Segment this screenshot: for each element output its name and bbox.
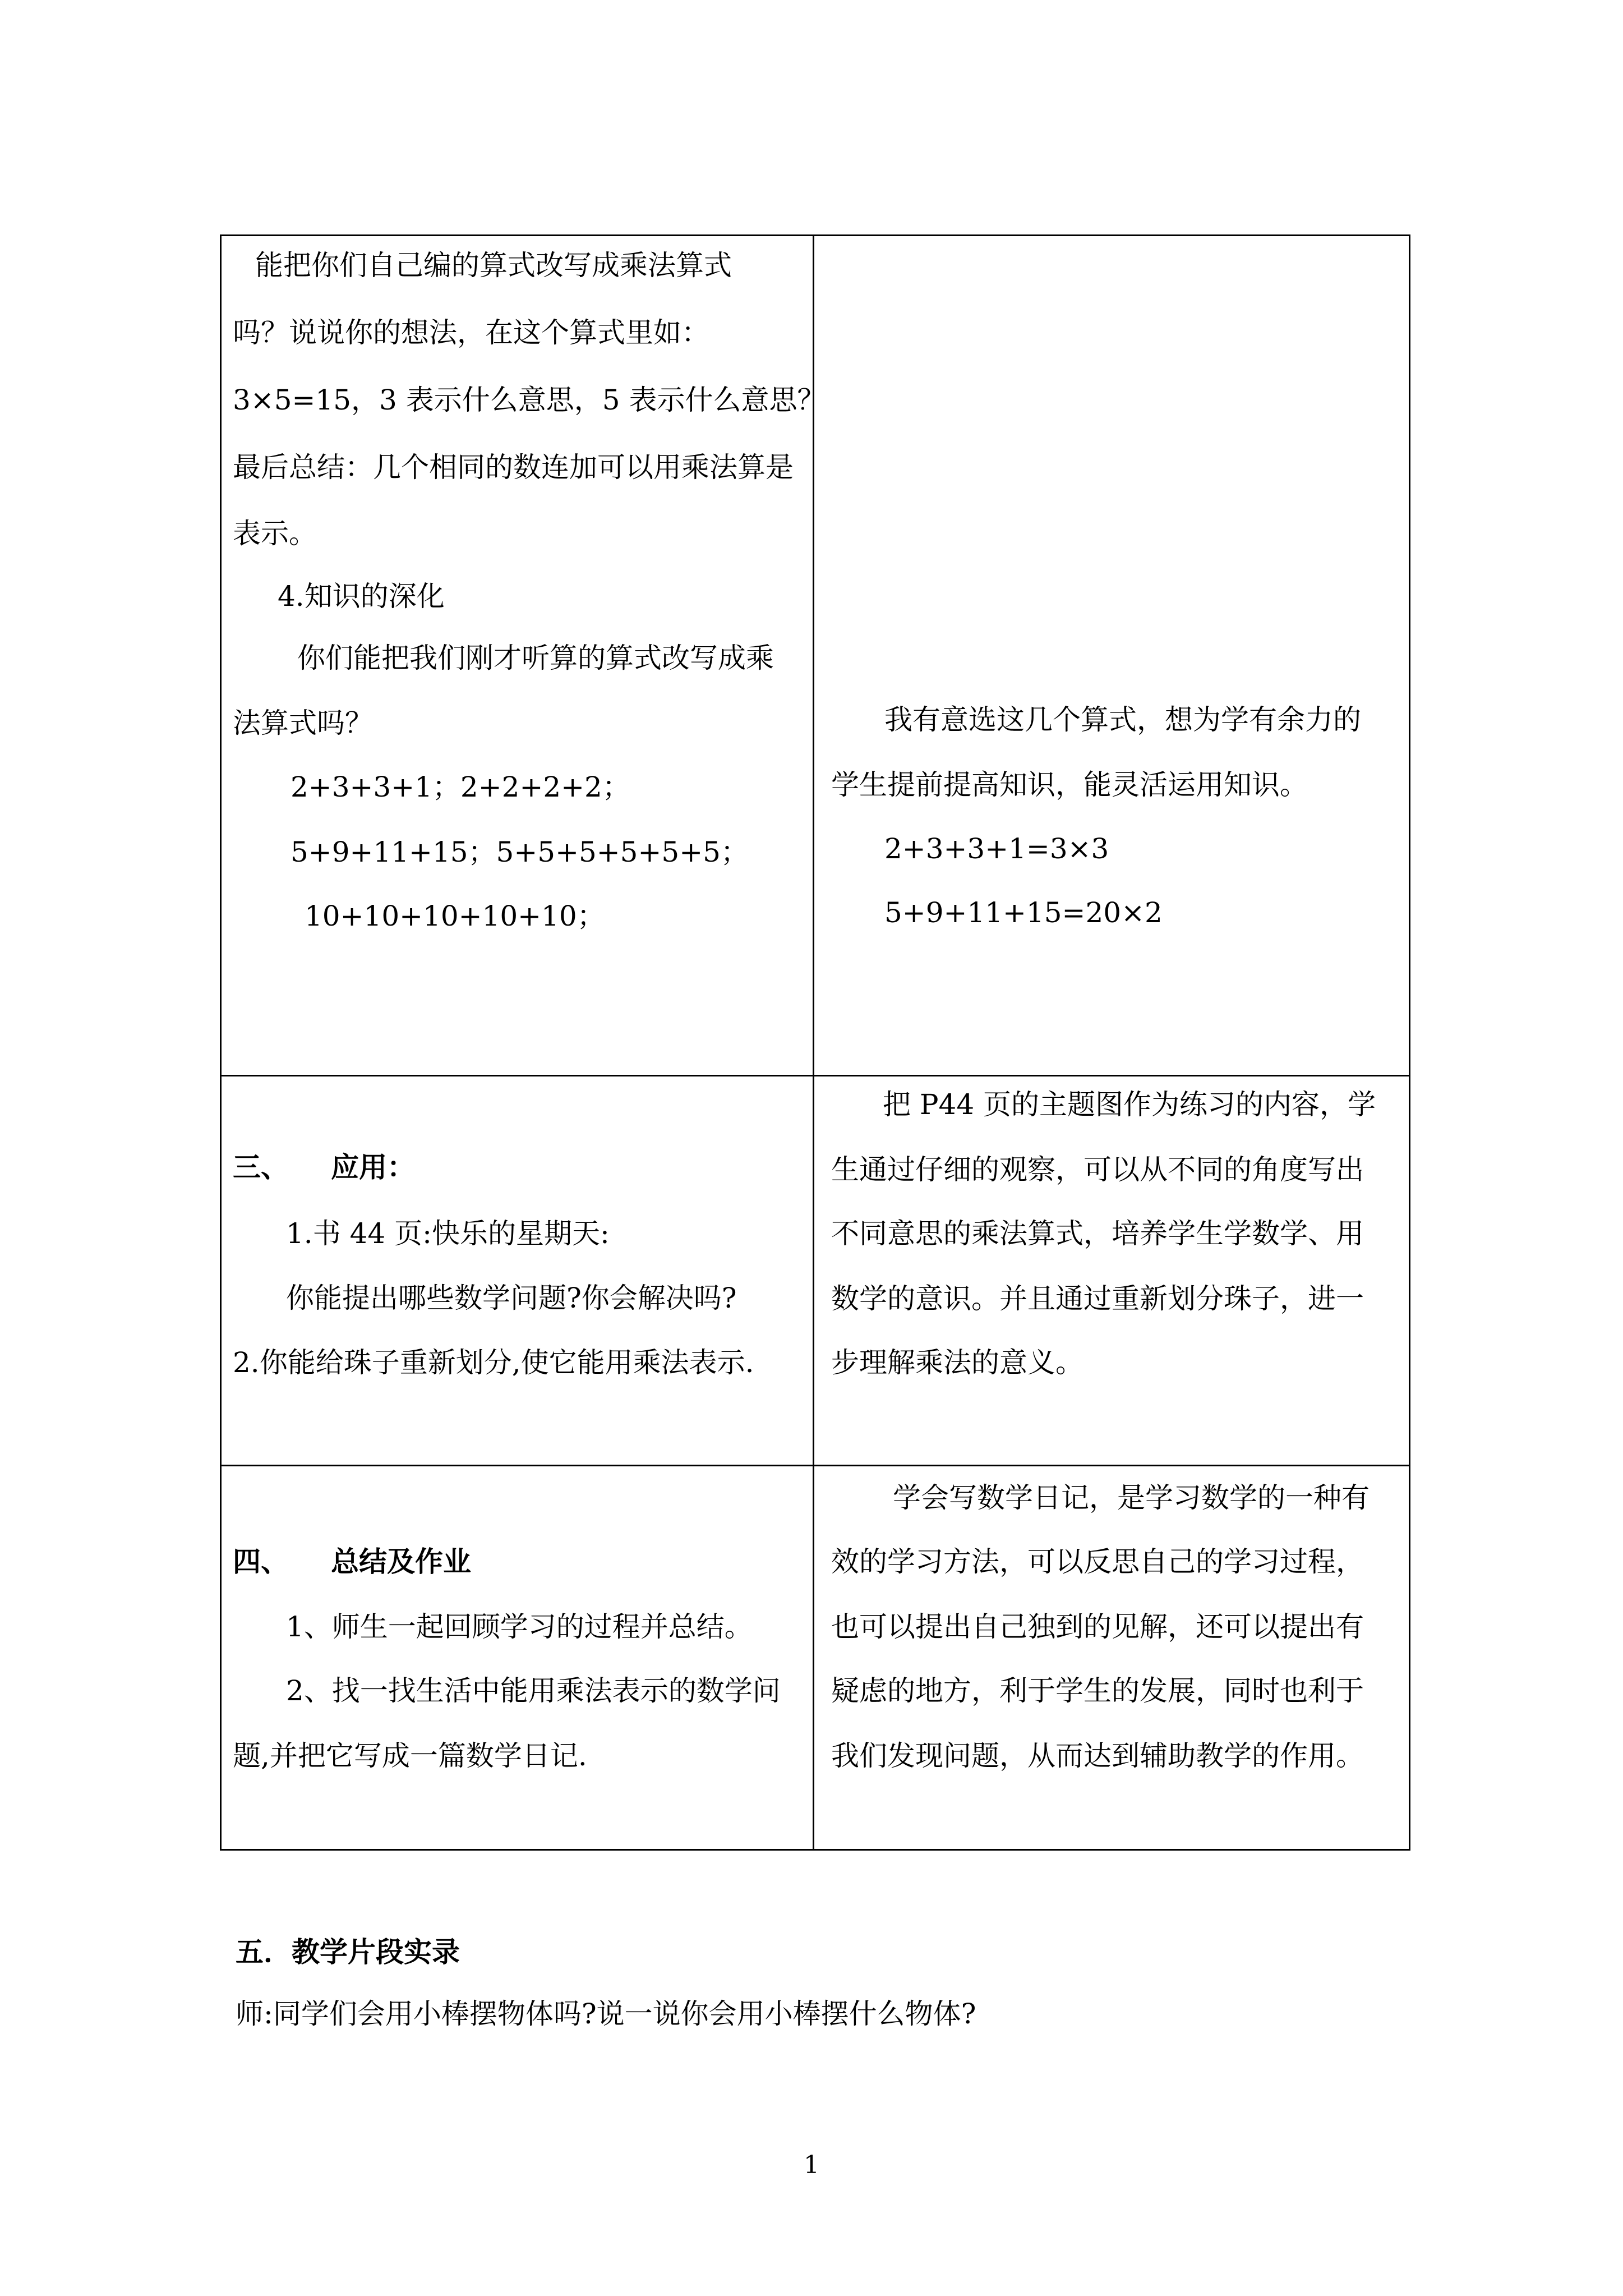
table-row xyxy=(221,1466,1410,1850)
formula-line: 2+3+3+1；2+2+2+2； xyxy=(291,771,630,803)
table-cell-notes xyxy=(814,1076,1410,1466)
text-line: 学会写数学日记，是学习数学的一种有 xyxy=(893,1481,1370,1514)
text-line: 最后总结：几个相同的数连加可以用乘法算是 xyxy=(233,451,794,484)
formula-line: 10+10+10+10+10； xyxy=(305,900,605,932)
table-row xyxy=(221,1076,1410,1466)
section-heading: 四、 总结及作业 xyxy=(233,1545,471,1578)
text-line: 题,并把它写成一篇数学日记. xyxy=(233,1740,587,1772)
text-line: 步理解乘法的意义。 xyxy=(831,1346,1083,1379)
text-line: 3×5=15，3 表示什么意思，5 表示什么意思？ xyxy=(233,384,826,416)
formula-line: 2+3+3+1=3×3 xyxy=(884,832,1109,865)
text-line: 不同意思的乘法算式，培养学生学数学、用 xyxy=(831,1217,1364,1250)
text-line: 1.书 44 页:快乐的星期天: xyxy=(286,1217,610,1250)
section-heading: 三、 应用： xyxy=(233,1151,415,1184)
text-line: 表示。 xyxy=(233,517,317,550)
table-cell-notes xyxy=(814,236,1410,1076)
table-cell-content xyxy=(221,1466,814,1850)
text-line: 法算式吗？ xyxy=(233,707,373,739)
text-line: 我们发现问题，从而达到辅助教学的作用。 xyxy=(831,1740,1364,1772)
text-line: 1、师生一起回顾学习的过程并总结。 xyxy=(286,1611,753,1643)
table-row xyxy=(221,236,1410,1076)
text-line: 能把你们自己编的算式改写成乘法算式 xyxy=(255,249,732,282)
text-line: 效的学习方法，可以反思自己的学习过程， xyxy=(831,1545,1364,1578)
text-line: 2.你能给珠子重新划分,使它能用乘法表示. xyxy=(233,1346,754,1379)
body-text-line: 师:同学们会用小棒摆物体吗?说一说你会用小棒摆什么物体? xyxy=(236,1998,976,2030)
text-line: 你们能把我们刚才听算的算式改写成乘 xyxy=(297,642,774,674)
table-cell-notes xyxy=(814,1466,1410,1850)
text-line: 4.知识的深化 xyxy=(278,580,445,613)
lesson-plan-table xyxy=(220,234,1410,1851)
text-line: 疑虑的地方，利于学生的发展，同时也利于 xyxy=(831,1674,1364,1707)
text-line: 2、找一找生活中能用乘法表示的数学问 xyxy=(286,1674,781,1707)
text-line: 数学的意识。并且通过重新划分珠子，进一 xyxy=(831,1282,1364,1315)
table-cell-content xyxy=(221,1076,814,1466)
table-cell-content xyxy=(221,236,826,1076)
text-line: 也可以提出自己独到的见解，还可以提出有 xyxy=(831,1611,1364,1643)
text-line: 学生提前提高知识，能灵活运用知识。 xyxy=(831,769,1308,801)
text-line: 生通过仔细的观察，可以从不同的角度写出 xyxy=(831,1153,1364,1186)
section-title: 五．教学片段实录 xyxy=(236,1935,460,1968)
text-line: 我有意选这几个算式，想为学有余力的 xyxy=(884,703,1361,736)
page-number: 1 xyxy=(804,2151,819,2179)
text-line: 把 P44 页的主题图作为练习的内容，学 xyxy=(883,1088,1376,1121)
text-line: 你能提出哪些数学问题?你会解决吗? xyxy=(286,1282,737,1314)
formula-line: 5+9+11+15=20×2 xyxy=(884,896,1163,929)
formula-line: 5+9+11+15；5+5+5+5+5+5； xyxy=(291,836,749,868)
text-line: 吗？说说你的想法，在这个算式里如： xyxy=(233,316,709,349)
